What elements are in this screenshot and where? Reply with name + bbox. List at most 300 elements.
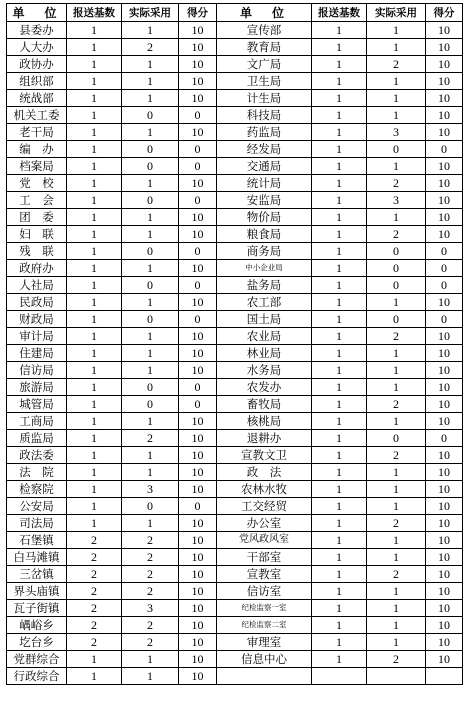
- right-name-cell: 安监局: [217, 192, 312, 209]
- left-adopted-cell: 1: [122, 328, 179, 345]
- right-adopted-cell: 1: [367, 345, 426, 362]
- right-score-cell: 10: [426, 362, 463, 379]
- right-submitted-cell: 1: [312, 617, 367, 634]
- right-score-cell: 10: [426, 22, 463, 39]
- right-submitted-cell: 1: [312, 243, 367, 260]
- left-name-cell: 石堡镇: [7, 532, 67, 549]
- left-adopted-cell: 1: [122, 362, 179, 379]
- table-row: [7, 39, 463, 56]
- right-submitted-cell: 1: [312, 396, 367, 413]
- left-submitted-cell: 1: [67, 413, 122, 430]
- left-name-cell: 团 委: [7, 209, 67, 226]
- left-score-cell: 10: [179, 481, 217, 498]
- left-adopted-cell: 0: [122, 158, 179, 175]
- left-adopted-cell: 0: [122, 107, 179, 124]
- left-adopted-cell: 2: [122, 617, 179, 634]
- right-score-cell: 10: [426, 294, 463, 311]
- left-score-cell: 0: [179, 158, 217, 175]
- right-score-cell: 10: [426, 413, 463, 430]
- right-name-cell: 教育局: [217, 39, 312, 56]
- left-score-cell: 10: [179, 515, 217, 532]
- header-unit-left: 单 位: [7, 4, 67, 22]
- left-score-cell: 10: [179, 464, 217, 481]
- right-score-cell: 10: [426, 39, 463, 56]
- right-submitted-cell: 1: [312, 566, 367, 583]
- left-adopted-cell: 1: [122, 175, 179, 192]
- left-score-cell: 0: [179, 141, 217, 158]
- right-name-cell: 粮食局: [217, 226, 312, 243]
- left-adopted-cell: 1: [122, 668, 179, 685]
- right-submitted-cell: 1: [312, 362, 367, 379]
- table-row: [7, 141, 463, 158]
- right-name-cell: 交通局: [217, 158, 312, 175]
- left-adopted-cell: 2: [122, 566, 179, 583]
- left-submitted-cell: 1: [67, 56, 122, 73]
- right-name-cell: 畜牧局: [217, 396, 312, 413]
- right-submitted-cell: 1: [312, 634, 367, 651]
- left-adopted-cell: 0: [122, 192, 179, 209]
- left-score-cell: 0: [179, 277, 217, 294]
- right-submitted-cell: 1: [312, 73, 367, 90]
- table-row: [7, 634, 463, 651]
- right-adopted-cell: 0: [367, 311, 426, 328]
- left-score-cell: 0: [179, 498, 217, 515]
- left-name-cell: 法 院: [7, 464, 67, 481]
- left-name-cell: 圪台乡: [7, 634, 67, 651]
- left-submitted-cell: 1: [67, 481, 122, 498]
- right-score-cell: [426, 668, 463, 685]
- right-submitted-cell: [312, 668, 367, 685]
- header-adopted-left: 实际采用: [122, 4, 179, 22]
- left-adopted-cell: 1: [122, 124, 179, 141]
- left-adopted-cell: 0: [122, 379, 179, 396]
- table-row: [7, 515, 463, 532]
- right-score-cell: 10: [426, 498, 463, 515]
- right-adopted-cell: 1: [367, 107, 426, 124]
- left-score-cell: 10: [179, 430, 217, 447]
- right-name-cell: 文广局: [217, 56, 312, 73]
- left-score-cell: 10: [179, 617, 217, 634]
- table-row: [7, 175, 463, 192]
- right-submitted-cell: 1: [312, 345, 367, 362]
- right-submitted-cell: 1: [312, 413, 367, 430]
- right-submitted-cell: 1: [312, 124, 367, 141]
- header-adopted-right: 实际采用: [367, 4, 426, 22]
- left-score-cell: 10: [179, 345, 217, 362]
- left-score-cell: 10: [179, 566, 217, 583]
- right-score-cell: 10: [426, 209, 463, 226]
- right-name-cell: [217, 668, 312, 685]
- right-submitted-cell: 1: [312, 158, 367, 175]
- table-row: [7, 328, 463, 345]
- right-name-cell: 宣教室: [217, 566, 312, 583]
- right-adopted-cell: 0: [367, 277, 426, 294]
- right-score-cell: 10: [426, 73, 463, 90]
- left-name-cell: 档案局: [7, 158, 67, 175]
- left-submitted-cell: 1: [67, 447, 122, 464]
- table-row: [7, 549, 463, 566]
- right-score-cell: 10: [426, 107, 463, 124]
- left-name-cell: 司法局: [7, 515, 67, 532]
- right-submitted-cell: 1: [312, 532, 367, 549]
- left-submitted-cell: 1: [67, 345, 122, 362]
- left-name-cell: 白马滩镇: [7, 549, 67, 566]
- left-score-cell: 10: [179, 600, 217, 617]
- right-name-cell: 退耕办: [217, 430, 312, 447]
- left-submitted-cell: 2: [67, 549, 122, 566]
- right-submitted-cell: 1: [312, 141, 367, 158]
- right-submitted-cell: 1: [312, 464, 367, 481]
- right-name-cell: 信息中心: [217, 651, 312, 668]
- left-name-cell: 政法委: [7, 447, 67, 464]
- left-score-cell: 0: [179, 107, 217, 124]
- right-submitted-cell: 1: [312, 22, 367, 39]
- right-name-cell: 科技局: [217, 107, 312, 124]
- right-name-cell: 政 法: [217, 464, 312, 481]
- score-table: [6, 3, 463, 685]
- left-name-cell: 民政局: [7, 294, 67, 311]
- table-row: [7, 226, 463, 243]
- table-row: [7, 277, 463, 294]
- right-name-cell: 纪检监察二室: [217, 617, 312, 634]
- left-submitted-cell: 1: [67, 192, 122, 209]
- right-score-cell: 10: [426, 328, 463, 345]
- right-score-cell: 10: [426, 158, 463, 175]
- right-score-cell: 0: [426, 260, 463, 277]
- right-submitted-cell: 1: [312, 56, 367, 73]
- left-adopted-cell: 1: [122, 413, 179, 430]
- left-name-cell: 人大办: [7, 39, 67, 56]
- right-submitted-cell: 1: [312, 294, 367, 311]
- left-name-cell: 工商局: [7, 413, 67, 430]
- table-row: [7, 22, 463, 39]
- left-submitted-cell: 1: [67, 107, 122, 124]
- right-adopted-cell: 0: [367, 243, 426, 260]
- left-adopted-cell: 3: [122, 600, 179, 617]
- right-score-cell: 10: [426, 651, 463, 668]
- right-name-cell: 水务局: [217, 362, 312, 379]
- left-name-cell: 妇 联: [7, 226, 67, 243]
- right-name-cell: 信访室: [217, 583, 312, 600]
- left-name-cell: 残 联: [7, 243, 67, 260]
- right-name-cell: 药监局: [217, 124, 312, 141]
- left-name-cell: 城管局: [7, 396, 67, 413]
- header-submitted-right: 报送基数: [312, 4, 367, 22]
- table-row: [7, 566, 463, 583]
- right-name-cell: 农林水牧: [217, 481, 312, 498]
- left-score-cell: 10: [179, 226, 217, 243]
- left-score-cell: 10: [179, 532, 217, 549]
- left-score-cell: 10: [179, 549, 217, 566]
- table-row: [7, 651, 463, 668]
- header-score-right: 得分: [426, 4, 463, 22]
- left-adopted-cell: 0: [122, 311, 179, 328]
- left-adopted-cell: 1: [122, 73, 179, 90]
- left-adopted-cell: 1: [122, 22, 179, 39]
- right-name-cell: 干部室: [217, 549, 312, 566]
- right-score-cell: 10: [426, 90, 463, 107]
- right-adopted-cell: 1: [367, 90, 426, 107]
- right-submitted-cell: 1: [312, 498, 367, 515]
- right-score-cell: 10: [426, 124, 463, 141]
- right-score-cell: 10: [426, 532, 463, 549]
- left-adopted-cell: 0: [122, 498, 179, 515]
- left-name-cell: 机关工委: [7, 107, 67, 124]
- right-name-cell: 中小企业局: [217, 260, 312, 277]
- right-submitted-cell: 1: [312, 447, 367, 464]
- left-adopted-cell: 1: [122, 56, 179, 73]
- right-adopted-cell: 2: [367, 447, 426, 464]
- left-score-cell: 10: [179, 22, 217, 39]
- right-name-cell: 核桃局: [217, 413, 312, 430]
- left-submitted-cell: 1: [67, 124, 122, 141]
- left-adopted-cell: 0: [122, 277, 179, 294]
- left-name-cell: 政府办: [7, 260, 67, 277]
- right-name-cell: 农业局: [217, 328, 312, 345]
- left-name-cell: 工 会: [7, 192, 67, 209]
- right-adopted-cell: 1: [367, 583, 426, 600]
- left-name-cell: 公安局: [7, 498, 67, 515]
- left-adopted-cell: 1: [122, 260, 179, 277]
- right-adopted-cell: 1: [367, 634, 426, 651]
- right-name-cell: 国土局: [217, 311, 312, 328]
- right-submitted-cell: 1: [312, 175, 367, 192]
- table-row: [7, 90, 463, 107]
- left-name-cell: 人社局: [7, 277, 67, 294]
- left-submitted-cell: 1: [67, 260, 122, 277]
- right-adopted-cell: 1: [367, 294, 426, 311]
- left-submitted-cell: 1: [67, 498, 122, 515]
- left-submitted-cell: 2: [67, 600, 122, 617]
- right-adopted-cell: 1: [367, 498, 426, 515]
- right-score-cell: 10: [426, 192, 463, 209]
- right-name-cell: 卫生局: [217, 73, 312, 90]
- left-submitted-cell: 2: [67, 617, 122, 634]
- right-adopted-cell: 3: [367, 192, 426, 209]
- left-name-cell: 统战部: [7, 90, 67, 107]
- left-adopted-cell: 1: [122, 651, 179, 668]
- right-score-cell: 10: [426, 464, 463, 481]
- left-adopted-cell: 2: [122, 634, 179, 651]
- left-submitted-cell: 1: [67, 396, 122, 413]
- left-adopted-cell: 1: [122, 294, 179, 311]
- right-name-cell: 纪检监察一室: [217, 600, 312, 617]
- right-submitted-cell: 1: [312, 209, 367, 226]
- left-score-cell: 0: [179, 311, 217, 328]
- right-name-cell: 宣教文卫: [217, 447, 312, 464]
- right-adopted-cell: 2: [367, 651, 426, 668]
- right-submitted-cell: 1: [312, 481, 367, 498]
- right-score-cell: 0: [426, 277, 463, 294]
- right-name-cell: 工交经贸: [217, 498, 312, 515]
- right-submitted-cell: 1: [312, 600, 367, 617]
- right-submitted-cell: 1: [312, 107, 367, 124]
- right-score-cell: 10: [426, 481, 463, 498]
- left-submitted-cell: 1: [67, 90, 122, 107]
- right-submitted-cell: 1: [312, 328, 367, 345]
- left-adopted-cell: 1: [122, 447, 179, 464]
- right-score-cell: 10: [426, 634, 463, 651]
- left-score-cell: 0: [179, 396, 217, 413]
- left-adopted-cell: 2: [122, 39, 179, 56]
- right-name-cell: 林业局: [217, 345, 312, 362]
- table-row: [7, 447, 463, 464]
- table-row: [7, 583, 463, 600]
- left-submitted-cell: 1: [67, 379, 122, 396]
- right-name-cell: 物价局: [217, 209, 312, 226]
- left-submitted-cell: 1: [67, 243, 122, 260]
- left-name-cell: 党群综合: [7, 651, 67, 668]
- right-adopted-cell: 1: [367, 362, 426, 379]
- right-adopted-cell: 0: [367, 260, 426, 277]
- right-submitted-cell: 1: [312, 430, 367, 447]
- left-score-cell: 10: [179, 260, 217, 277]
- left-score-cell: 0: [179, 243, 217, 260]
- right-score-cell: 0: [426, 430, 463, 447]
- right-adopted-cell: 1: [367, 379, 426, 396]
- table-row: [7, 158, 463, 175]
- table-body: [7, 22, 463, 685]
- right-adopted-cell: 1: [367, 481, 426, 498]
- left-score-cell: 10: [179, 583, 217, 600]
- table-row: [7, 73, 463, 90]
- left-name-cell: 财政局: [7, 311, 67, 328]
- left-submitted-cell: 1: [67, 311, 122, 328]
- left-score-cell: 10: [179, 328, 217, 345]
- right-score-cell: 10: [426, 345, 463, 362]
- table-row: [7, 413, 463, 430]
- right-name-cell: 商务局: [217, 243, 312, 260]
- left-submitted-cell: 2: [67, 634, 122, 651]
- left-name-cell: 质监局: [7, 430, 67, 447]
- right-name-cell: 党风政风室: [217, 532, 312, 549]
- left-name-cell: 界头庙镇: [7, 583, 67, 600]
- left-adopted-cell: 2: [122, 532, 179, 549]
- table-row: [7, 56, 463, 73]
- table-row: [7, 617, 463, 634]
- right-name-cell: 宣传部: [217, 22, 312, 39]
- left-score-cell: 10: [179, 651, 217, 668]
- left-adopted-cell: 1: [122, 464, 179, 481]
- right-adopted-cell: 1: [367, 158, 426, 175]
- table-row: [7, 192, 463, 209]
- left-submitted-cell: 1: [67, 209, 122, 226]
- table-row: [7, 311, 463, 328]
- left-adopted-cell: 2: [122, 583, 179, 600]
- left-score-cell: 10: [179, 209, 217, 226]
- right-adopted-cell: 2: [367, 396, 426, 413]
- table-row: [7, 345, 463, 362]
- left-name-cell: 住建局: [7, 345, 67, 362]
- right-adopted-cell: 1: [367, 600, 426, 617]
- right-score-cell: 10: [426, 515, 463, 532]
- right-name-cell: 办公室: [217, 515, 312, 532]
- left-score-cell: 10: [179, 39, 217, 56]
- right-score-cell: 10: [426, 175, 463, 192]
- header-row: [7, 4, 463, 22]
- left-name-cell: 县委办: [7, 22, 67, 39]
- table-row: [7, 379, 463, 396]
- left-name-cell: 组织部: [7, 73, 67, 90]
- left-submitted-cell: 2: [67, 583, 122, 600]
- left-score-cell: 10: [179, 56, 217, 73]
- right-name-cell: 经发局: [217, 141, 312, 158]
- header-unit-right: 单 位: [217, 4, 312, 22]
- right-submitted-cell: 1: [312, 379, 367, 396]
- left-name-cell: 政协办: [7, 56, 67, 73]
- left-adopted-cell: 0: [122, 141, 179, 158]
- left-name-cell: 党 校: [7, 175, 67, 192]
- right-name-cell: 统计局: [217, 175, 312, 192]
- right-adopted-cell: 1: [367, 39, 426, 56]
- left-adopted-cell: 1: [122, 345, 179, 362]
- left-submitted-cell: 2: [67, 532, 122, 549]
- right-name-cell: 计生局: [217, 90, 312, 107]
- right-score-cell: 0: [426, 141, 463, 158]
- left-submitted-cell: 1: [67, 39, 122, 56]
- left-submitted-cell: 1: [67, 141, 122, 158]
- left-score-cell: 0: [179, 192, 217, 209]
- table-row: [7, 124, 463, 141]
- right-score-cell: 10: [426, 447, 463, 464]
- left-submitted-cell: 1: [67, 362, 122, 379]
- right-adopted-cell: 1: [367, 532, 426, 549]
- left-submitted-cell: 1: [67, 22, 122, 39]
- right-adopted-cell: 2: [367, 226, 426, 243]
- right-submitted-cell: 1: [312, 260, 367, 277]
- left-submitted-cell: 1: [67, 73, 122, 90]
- right-adopted-cell: 2: [367, 566, 426, 583]
- left-adopted-cell: 2: [122, 430, 179, 447]
- left-adopted-cell: 2: [122, 549, 179, 566]
- right-adopted-cell: 0: [367, 141, 426, 158]
- left-score-cell: 10: [179, 668, 217, 685]
- right-adopted-cell: 1: [367, 209, 426, 226]
- table-row: [7, 532, 463, 549]
- left-adopted-cell: 1: [122, 515, 179, 532]
- left-score-cell: 10: [179, 634, 217, 651]
- left-submitted-cell: 1: [67, 277, 122, 294]
- right-score-cell: 10: [426, 583, 463, 600]
- right-name-cell: 农发办: [217, 379, 312, 396]
- table-row: [7, 668, 463, 685]
- header-submitted-left: 报送基数: [67, 4, 122, 22]
- table-row: [7, 396, 463, 413]
- right-adopted-cell: 1: [367, 413, 426, 430]
- table-row: [7, 243, 463, 260]
- right-adopted-cell: 2: [367, 515, 426, 532]
- right-adopted-cell: [367, 668, 426, 685]
- left-name-cell: 三岔镇: [7, 566, 67, 583]
- right-score-cell: 10: [426, 396, 463, 413]
- right-adopted-cell: 2: [367, 328, 426, 345]
- table-row: [7, 464, 463, 481]
- table-row: [7, 498, 463, 515]
- right-submitted-cell: 1: [312, 192, 367, 209]
- right-score-cell: 10: [426, 617, 463, 634]
- left-adopted-cell: 3: [122, 481, 179, 498]
- left-adopted-cell: 1: [122, 226, 179, 243]
- right-score-cell: 0: [426, 311, 463, 328]
- left-submitted-cell: 1: [67, 515, 122, 532]
- left-name-cell: 行政综合: [7, 668, 67, 685]
- left-score-cell: 0: [179, 379, 217, 396]
- right-submitted-cell: 1: [312, 583, 367, 600]
- left-score-cell: 10: [179, 294, 217, 311]
- table-row: [7, 362, 463, 379]
- right-score-cell: 10: [426, 566, 463, 583]
- right-adopted-cell: 2: [367, 56, 426, 73]
